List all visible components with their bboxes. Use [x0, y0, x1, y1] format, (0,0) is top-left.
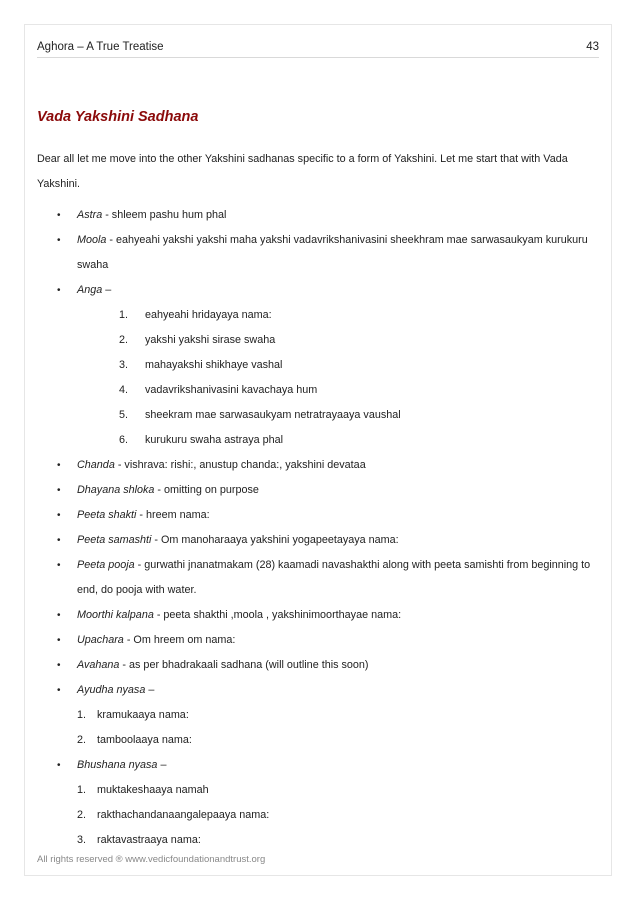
numbered-item: 2. rakthachandanaangalepaaya nama:	[77, 809, 270, 821]
list-item: • Bhushana nyasa – 1. muktakeshaaya namah 2. rakthachandanaangalepaaya nama: 3. raktavastraaya nama:	[37, 753, 597, 853]
numbered-item: 3. raktavastraaya nama:	[77, 834, 201, 846]
list-item: • Ayudha nyasa – 1. kramukaaya nama: 2. tamboolaaya nama:	[37, 678, 597, 753]
numbered-item: 3. mahayakshi shikhaye vashal	[119, 359, 283, 371]
page-footer: All rights reserved ® www.vedicfoundationandtrust.org	[37, 854, 266, 865]
bullet-icon: •	[57, 485, 61, 496]
numbered-item: 5. sheekram mae sarwasaukyam netratrayaaya vaushal	[119, 409, 401, 421]
list-item: • Moola - eahyeahi yakshi yakshi maha yakshi vadavrikshanivasini sheekhram mae sarwasaukyam kurukuru swaha	[37, 228, 597, 278]
bullet-icon: •	[57, 460, 61, 471]
bullet-icon: •	[57, 235, 61, 246]
ritual-list	[37, 203, 597, 853]
bullet-icon: •	[57, 685, 61, 696]
list-item: • Anga – 1. eahyeahi hridayaya nama: 2. yakshi yakshi sirase swaha 3. mahayakshi shikhaye vashal 4. vadavrikshanivasini kavachaya hum 5. sheekram mae sarwasaukyam netratrayaaya vaushal 6. kurukuru swaha astraya phal	[37, 278, 597, 453]
bullet-icon: •	[57, 560, 61, 571]
bullet-icon: •	[57, 285, 61, 296]
bullet-icon: •	[57, 660, 61, 671]
numbered-item: 4. vadavrikshanivasini kavachaya hum	[119, 384, 318, 396]
content-body	[37, 147, 597, 853]
bullet-icon: •	[57, 635, 61, 646]
ayudha-list	[77, 703, 597, 753]
list-item: • Upachara - Om hreem om nama:	[37, 628, 597, 653]
list-item: • Peeta pooja - gurwathi jnanatmakam (28) kaamadi navashakthi along with peeta samishti from beginning to end, do pooja with water.	[37, 553, 597, 603]
numbered-item: 1. muktakeshaaya namah	[77, 784, 209, 796]
list-item: • Peeta shakti - hreem nama:	[37, 503, 597, 528]
list-item: • Peeta samashti - Om manoharaaya yakshini yogapeetayaya nama:	[37, 528, 597, 553]
numbered-item: 1. eahyeahi hridayaya nama:	[119, 309, 272, 321]
bullet-icon: •	[57, 510, 61, 521]
bullet-icon: •	[57, 610, 61, 621]
document-page	[24, 24, 612, 876]
intro-paragraph: Dear all let me move into the other Yakshini sadhanas specific to a form of Yakshini. Let me start that with Vada Yakshini.	[37, 153, 568, 190]
numbered-item: 2. tamboolaaya nama:	[77, 734, 192, 746]
anga-list	[77, 303, 597, 453]
bhushana-list	[77, 778, 597, 853]
bullet-icon: •	[57, 210, 61, 221]
list-item: • Avahana - as per bhadrakaali sadhana (will outline this soon)	[37, 653, 597, 678]
numbered-item: 1. kramukaaya nama:	[77, 709, 189, 721]
document-title: Aghora – A True Treatise	[37, 41, 164, 53]
page-number: 43	[586, 41, 599, 53]
list-item: • Dhayana shloka - omitting on purpose	[37, 478, 597, 503]
section-heading: Vada Yakshini Sadhana	[37, 109, 199, 125]
list-item: • Moorthi kalpana - peeta shakthi ,moola , yakshinimoorthayae nama:	[37, 603, 597, 628]
bullet-icon: •	[57, 535, 61, 546]
list-item: • Chanda - vishrava: rishi:, anustup chanda:, yakshini devataa	[37, 453, 597, 478]
numbered-item: 2. yakshi yakshi sirase swaha	[119, 334, 276, 346]
list-item: • Astra - shleem pashu hum phal	[37, 203, 597, 228]
page-header	[37, 37, 599, 58]
numbered-item: 6. kurukuru swaha astraya phal	[119, 434, 284, 446]
bullet-icon: •	[57, 760, 61, 771]
